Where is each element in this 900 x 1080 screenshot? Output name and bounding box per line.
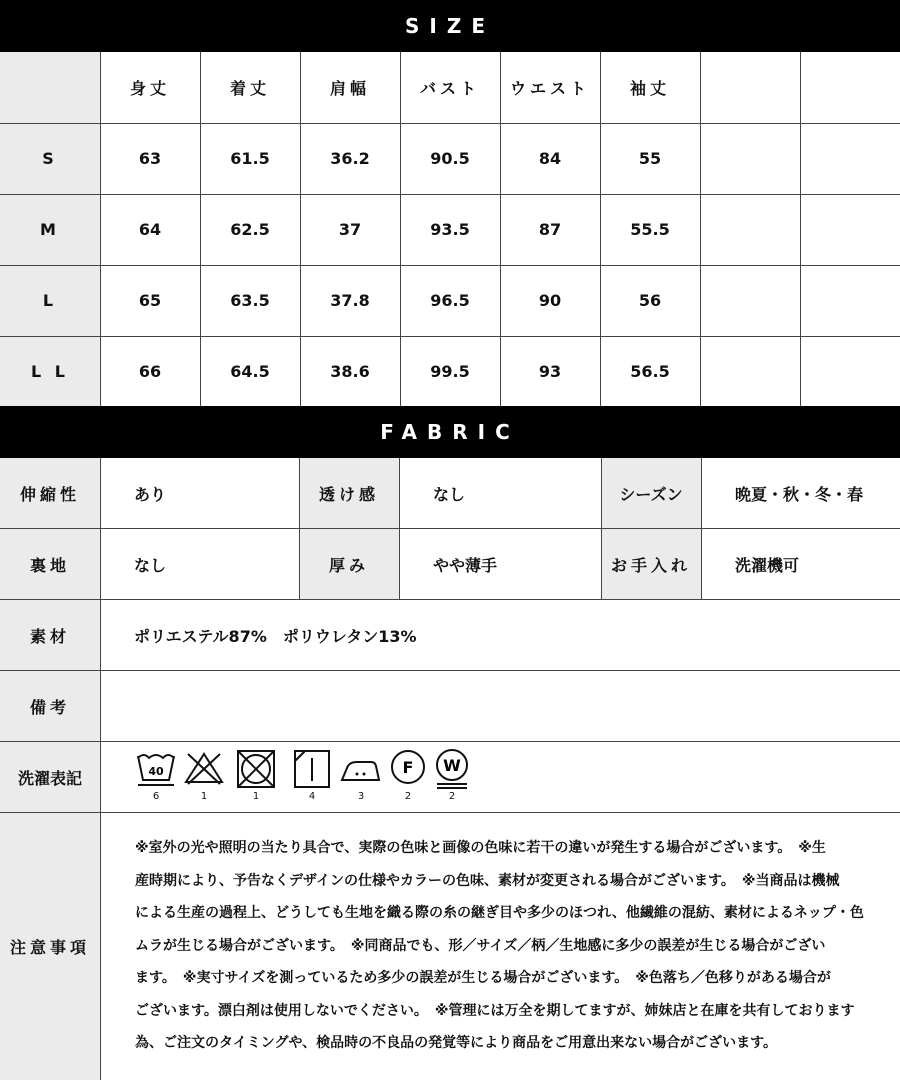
care-symbol-number: 2 [448, 791, 456, 802]
care-symbol [288, 748, 336, 808]
size-cell: 64.5 [230, 361, 270, 381]
size-row-divider [0, 123, 900, 124]
caution-line: による生産の過程上、どうしても生地を織る際の糸の継ぎ目や多少のほつれ、他繊維の混紡、素材によるネップ・色 [135, 905, 864, 921]
fabric-row-divider [0, 528, 900, 529]
size-title-text: SIZE [404, 14, 495, 38]
size-column-divider [800, 52, 801, 406]
no-bleach-icon [182, 748, 226, 790]
care-symbol [384, 748, 432, 808]
size-cell: 90.5 [430, 149, 470, 168]
size-column-divider [600, 52, 601, 406]
size-column-divider [500, 52, 501, 406]
size-cell: 84 [538, 149, 562, 168]
wash-tub-40-icon [134, 748, 178, 790]
size-row-label: M [0, 194, 100, 265]
care-instructions-label: お手入れ [601, 529, 701, 599]
size-cell: 56 [638, 291, 662, 310]
iron-medium-icon [339, 748, 383, 790]
caution-line: ※室外の光や照明の当たり具合で、実際の色味と画像の色味に若干の違いが発生する場合がございます。 ※生 [135, 840, 826, 856]
remarks-value [100, 671, 900, 741]
size-cell [700, 123, 800, 194]
stretch-value: あり [134, 484, 167, 504]
care-symbol-number: 4 [308, 791, 316, 802]
size-row-label: L [0, 265, 100, 336]
care-symbol [180, 748, 228, 808]
fabric-row-divider [0, 670, 900, 671]
size-cell: 65 [138, 291, 162, 310]
size-cell: 55.5 [630, 220, 670, 239]
size-cell [800, 194, 900, 265]
size-cell: 37.8 [330, 291, 370, 310]
size-cell: 37 [338, 220, 362, 239]
dry-clean-f-icon [386, 748, 430, 790]
caution-label: 注意事項 [0, 813, 100, 1080]
fabric-column-divider [701, 458, 702, 599]
care-symbol [337, 748, 385, 808]
thickness-label: 厚み [299, 529, 399, 599]
line-dry-shade-icon [290, 748, 334, 790]
lining-label: 裏地 [0, 529, 100, 599]
fabric-section-title [0, 406, 900, 458]
fabric-column-divider [299, 458, 300, 599]
size-cell: 64 [138, 220, 162, 239]
care-symbol [132, 748, 180, 808]
caution-line: 産時期により、予告なくデザインの仕様やカラーの色味、素材が変更される場合がございます。 ※当商品は機械 [135, 872, 840, 889]
lining-value: なし [134, 555, 167, 575]
fabric-title-text: FABRIC [380, 420, 520, 444]
size-cell: 93.5 [430, 220, 470, 239]
size-cell: 38.6 [330, 361, 370, 381]
sheerness-value: なし [433, 484, 466, 504]
no-tumble-dry-icon [234, 748, 278, 790]
size-cell: 63.5 [230, 291, 270, 310]
care-symbol [428, 748, 476, 808]
size-row-divider [0, 265, 900, 266]
wet-clean-w-icon [430, 748, 474, 790]
stretch-label: 伸縮性 [0, 458, 100, 528]
caution-line: ます。 ※実寸サイズを測っているため多少の誤差が生じる場合がございます。 ※色落ち／色移りがある場合が [135, 970, 831, 986]
fabric-column-divider [399, 458, 400, 599]
season-label: シーズン [601, 458, 701, 528]
caution-line: ございます。漂白剤は使用しないでください。 ※管理には万全を期してますが、姉妹店と在庫を共有しております [135, 1002, 855, 1019]
size-column-divider [200, 52, 201, 406]
size-cell: 62.5 [230, 220, 270, 239]
caution-line: ムラが生じる場合がございます。 ※同商品でも、形／サイズ／柄／生地感に多少の誤差が生じる場合がござい [135, 937, 826, 954]
size-cell [700, 336, 800, 406]
size-cell: 36.2 [330, 149, 370, 168]
size-cell: 93 [538, 361, 562, 381]
thickness-value: やや薄手 [433, 555, 498, 575]
care-instructions-value: 洗濯機可 [735, 555, 800, 575]
care-symbol [232, 748, 280, 808]
size-row-divider [0, 336, 900, 337]
care-symbol-number: 3 [357, 791, 365, 802]
size-column-header: 肩幅 [329, 79, 370, 98]
size-cell [800, 265, 900, 336]
size-cell: 63 [138, 149, 162, 168]
size-cell: 90 [538, 291, 562, 310]
sheerness-label: 透け感 [299, 458, 399, 528]
size-cell: 66 [138, 361, 162, 381]
size-cell [800, 123, 900, 194]
fabric-column-divider [601, 458, 602, 599]
size-row-divider [0, 194, 900, 195]
size-cell: 56.5 [630, 361, 670, 381]
dry-clean-letter: F [402, 758, 414, 777]
size-cell [800, 336, 900, 406]
material-label: 素材 [0, 600, 100, 670]
size-row-label: L L [0, 336, 100, 406]
care-symbol-number: 1 [252, 791, 260, 802]
size-cell: 61.5 [230, 149, 270, 168]
size-cell: 87 [538, 220, 562, 239]
season-value: 晩夏・秋・冬・春 [735, 484, 864, 504]
size-cell: 55 [638, 149, 662, 168]
care-symbol-number: 1 [200, 791, 208, 802]
size-column-header: 身丈 [129, 79, 170, 98]
fabric-row-divider [0, 599, 900, 600]
size-column-divider [400, 52, 401, 406]
size-column-divider [100, 52, 101, 406]
size-cell: 99.5 [430, 361, 470, 381]
size-row-label: S [0, 123, 100, 194]
care-symbol-number: 6 [152, 791, 160, 802]
size-column-header: バスト [419, 79, 480, 98]
remarks-label: 備考 [0, 671, 100, 741]
size-cell [700, 265, 800, 336]
size-column-header [800, 52, 900, 123]
size-cell: 96.5 [430, 291, 470, 310]
size-column-header: 袖丈 [629, 79, 670, 98]
size-cell [700, 194, 800, 265]
wash-temp-text: 40 [148, 765, 164, 778]
size-column-header [700, 52, 800, 123]
fabric-row-divider [0, 741, 900, 742]
caution-text [135, 832, 870, 1060]
size-column-divider [700, 52, 701, 406]
size-section-title [0, 0, 900, 52]
material-value: ポリエステル87% ポリウレタン13% [134, 626, 417, 646]
care-symbol-number: 2 [404, 791, 412, 802]
size-column-header: 着丈 [229, 79, 270, 98]
wet-clean-letter: W [443, 756, 461, 775]
size-header-corner [0, 52, 100, 123]
size-column-header: ウエスト [509, 79, 590, 98]
caution-line: 為、ご注文のタイミングや、検品時の不良品の発覚等により商品をご用意出来ない場合がございます。 [135, 1035, 778, 1051]
size-column-divider [300, 52, 301, 406]
fabric-column-divider [100, 458, 101, 1080]
wash-label: 洗濯表記 [0, 742, 100, 812]
fabric-row-divider [0, 812, 900, 813]
